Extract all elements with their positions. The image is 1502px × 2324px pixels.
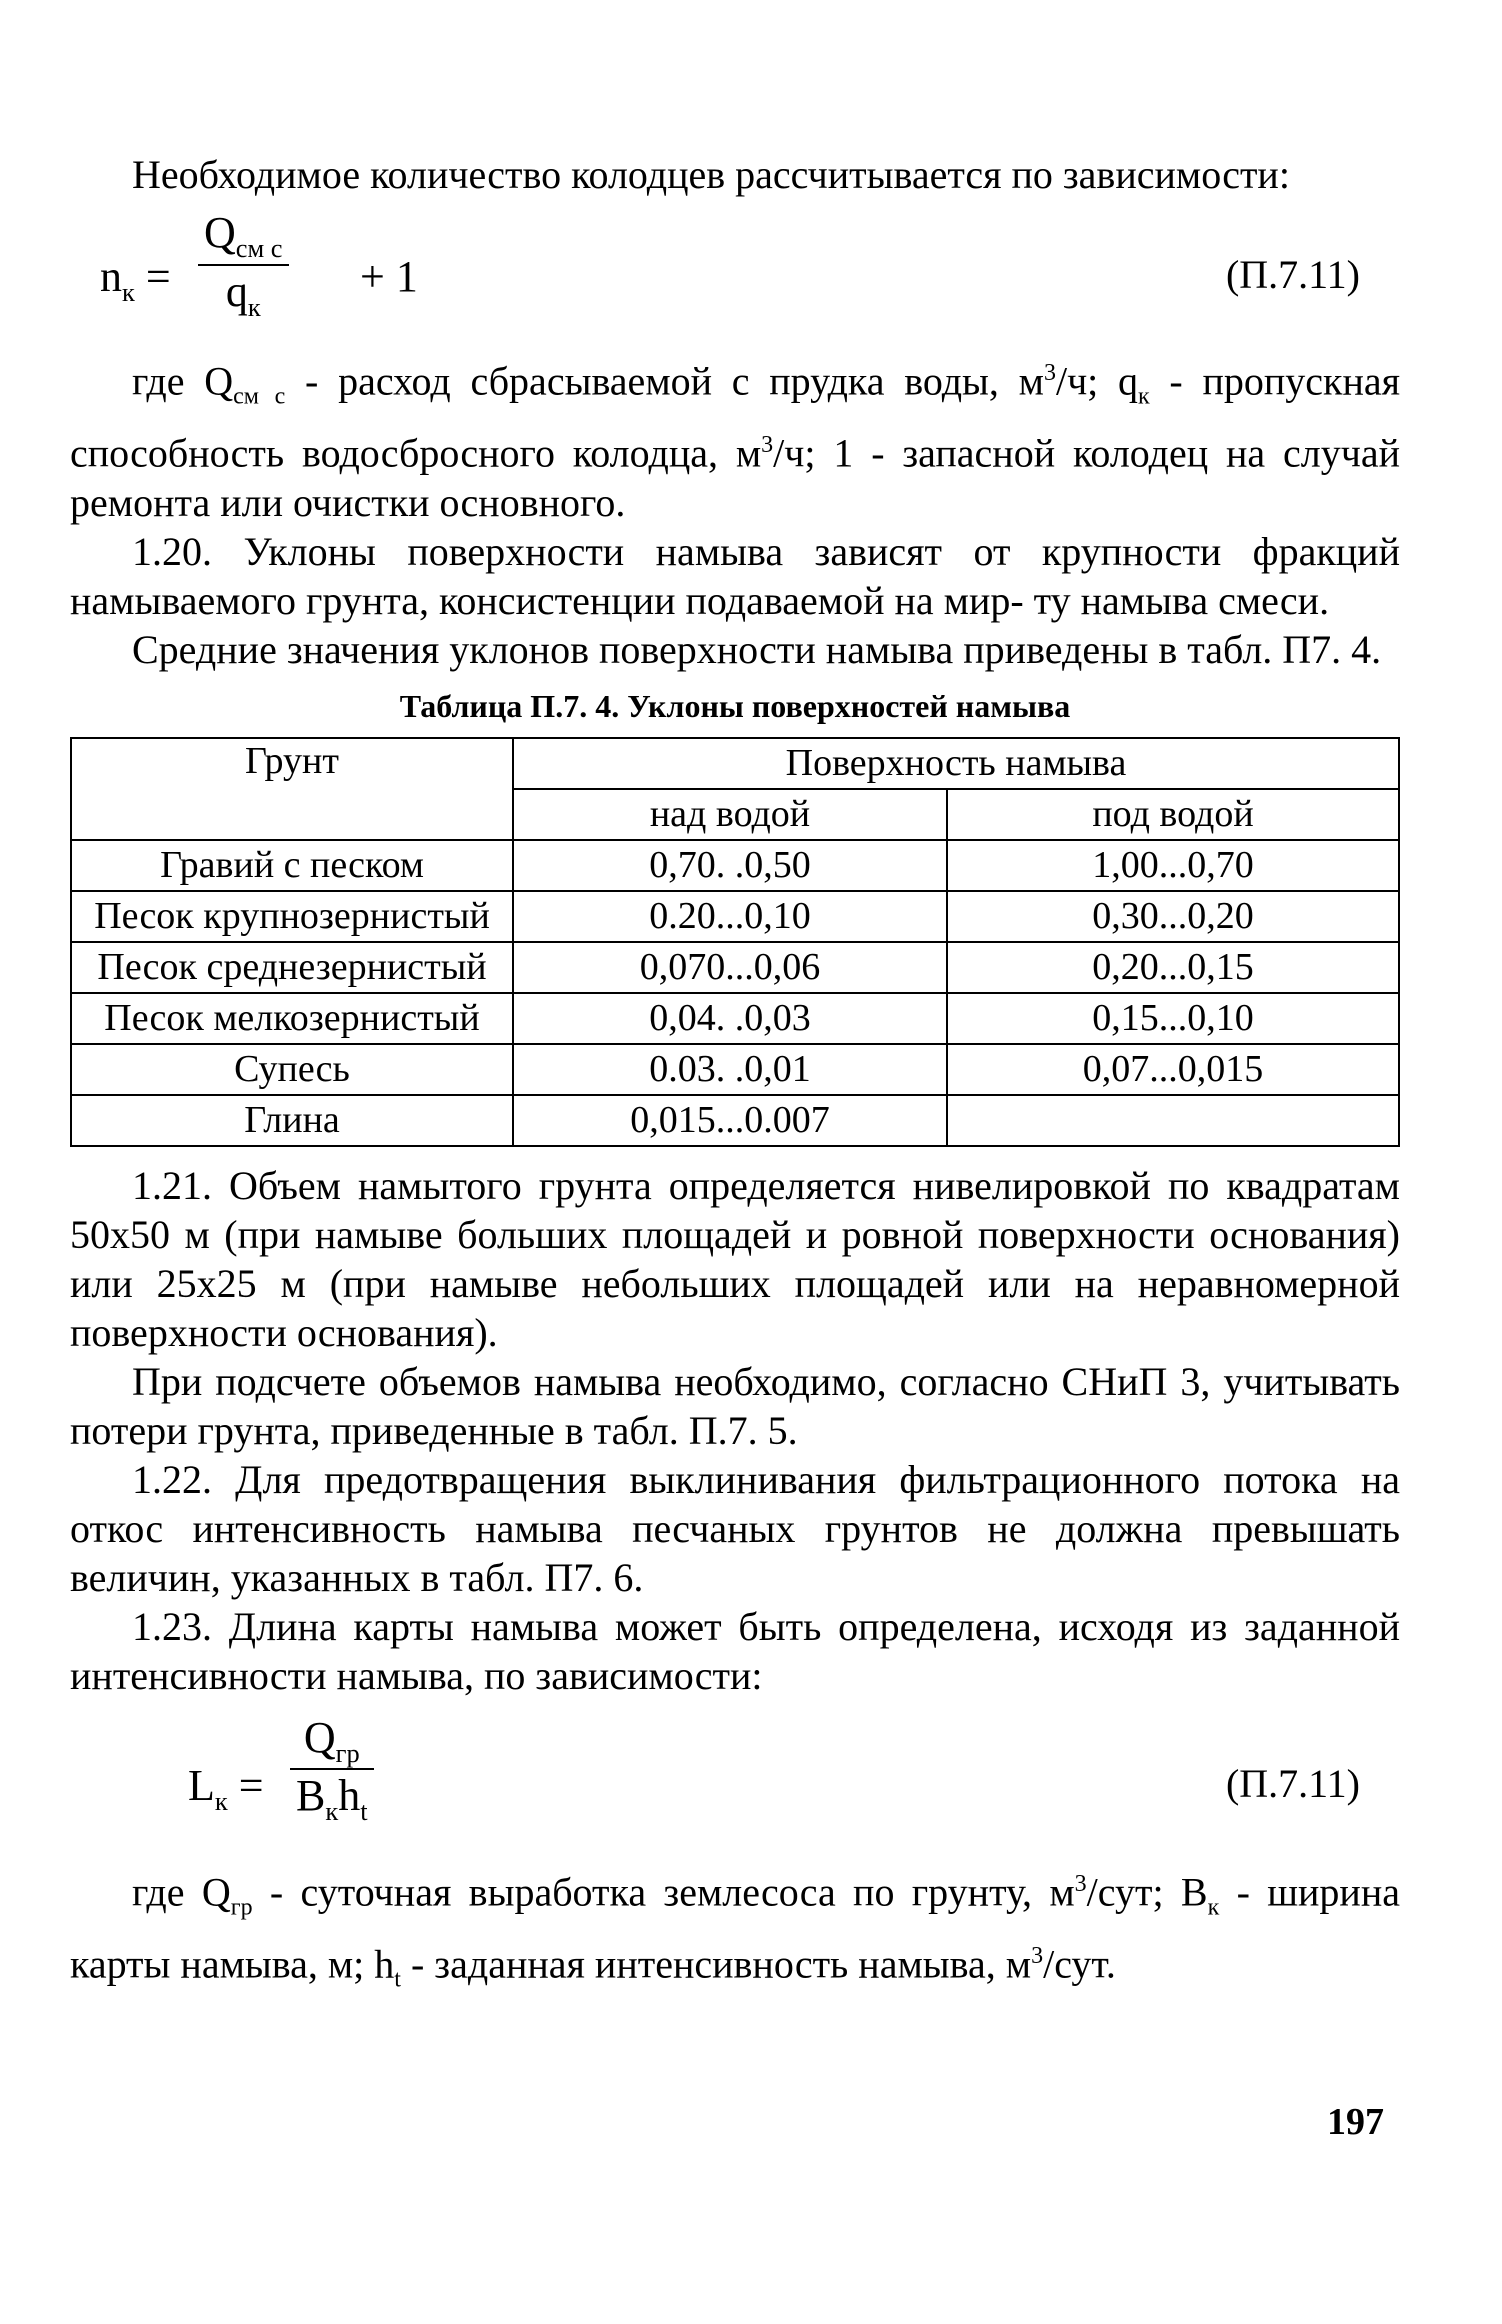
above-water-cell: 0,070...0,06 [513,942,947,993]
formula2-fraction [290,1712,374,1828]
soil-cell: Глина [71,1095,513,1146]
formula1-fraction [198,207,289,323]
formula1-eq: = [145,252,171,301]
soil-cell: Песок мелкозернистый [71,993,513,1044]
where1-text: где $Q_{см с}$ - расход сбрасываемой с прудка воды, $м^3/ч$; $q_к$ - пропускная способность водосбросного колодца, $м^3/ч$; 1 - запасной колодец на случай ремонта или очистки основного. [70,358,1400,525]
below-water-cell: 0,20...0,15 [947,942,1399,993]
header-surface: Поверхность намыва [513,738,1399,789]
table-row [71,840,1399,891]
formula2-number: (П.7.11) [1225,1760,1360,1806]
below-water-cell [947,1095,1399,1146]
table-header-row [71,738,1399,789]
soil-cell: Песок крупнозернистый [71,891,513,942]
table-row [71,942,1399,993]
below-water-cell: 1,00...0,70 [947,840,1399,891]
intro-text: Необходимое количество колодцев рассчитывается по зависимости: [132,152,1290,197]
header-below-water: под водой [947,789,1399,840]
formula1-lhs-symbol: n [100,252,122,301]
formula1-plus: + 1 [360,252,418,301]
table-body [71,840,1399,1146]
below-water-cell: 0,15...0,10 [947,993,1399,1044]
page-number: 197 [1327,2101,1384,2143]
above-water-cell: 0.20...0,10 [513,891,947,942]
formula1-num-sub: см с [235,232,283,263]
para-1-23: 1.23. Длина карты намыва может быть определена, исходя из заданной интенсивности намыва, по зависимости: [70,1603,1400,1698]
formula2-den-b-sub: к [325,1796,339,1827]
formula2-den-h-sub: t [360,1796,368,1827]
formula2-num-symbol: Q [303,1712,336,1762]
above-water-cell: 0.03. .0,01 [513,1044,947,1095]
para-average-slopes: Средние значения уклонов поверхности намыва приведены в табл. П7. 4. [132,626,1382,672]
table-row [71,1044,1399,1095]
para-volume-count: При подсчете объемов намыва необходимо, согласно СНиП 3, учитывать потери грунта, приведенные в табл. П.7. 5. [70,1358,1400,1453]
table-row [71,891,1399,942]
formula-wells [70,199,1400,349]
formula2-eq: = [238,1760,264,1810]
formula2-lhs-sub: к [214,1785,228,1816]
formula-map-length [70,1700,1400,1860]
para-1-20: 1.20. Уклоны поверхности намыва зависят от крупности фракций намываемого грунта, консистенции подаваемой на мир- ту намыва смеси. [70,528,1400,623]
table-caption: Таблица П.7. 4. Уклоны поверхностей намыва [399,687,1071,724]
formula2-den-h: h [338,1771,361,1821]
formula2-den-b: B [296,1771,326,1821]
formula1-denominator [198,266,289,323]
header-soil: Грунт [71,738,513,840]
slopes-table [70,737,1400,1147]
below-water-cell: 0,07...0,015 [947,1044,1399,1095]
soil-cell: Песок среднезернистый [71,942,513,993]
formula2-lhs [188,1760,264,1817]
formula1-lhs-sub: к [122,276,135,307]
formula1-den-symbol: q [225,266,248,316]
soil-cell: Гравий с песком [71,840,513,891]
table-row [71,993,1399,1044]
formula2-denominator [290,1770,374,1827]
below-water-cell: 0,30...0,20 [947,891,1399,942]
header-above-water: над водой [513,789,947,840]
table-row [71,1095,1399,1146]
formula1-num-symbol: Q [204,208,236,257]
formula1-den-sub: к [247,291,261,322]
formula2-numerator [290,1712,374,1769]
formula1-lhs [100,251,171,308]
where2-text: где $Q_{гр}$ - суточная выработка землесоса по грунту, $м^3$/сут; $B_к$ - ширина карты намыва, м; $h_t$ - заданная интенсивность намыва, $м^3$/сут. [70,1868,1401,1993]
above-water-cell: 0,015...0.007 [513,1095,947,1146]
above-water-cell: 0,70. .0,50 [513,840,947,891]
above-water-cell: 0,04. .0,03 [513,993,947,1044]
formula2-num-sub: гр [335,1737,360,1768]
formula2-lhs-symbol: L [188,1760,215,1810]
para-1-21: 1.21. Объем намытого грунта определяется нивелировкой по квадратам 50х50 м (при намыве больших площадей и ровной поверхности основания) или 25х25 м (при намыве небольших площадей или на неравномерной поверхности основания). [70,1162,1400,1355]
page-body [70,150,1400,2004]
formula1-numerator [198,207,289,264]
soil-cell: Супесь [71,1044,513,1095]
para-1-22: 1.22. Для предотвращения выклинивания фильтрационного потока на откос интенсивность намыва песчаных грунтов не должна превышать величин, указанных в табл. П7. 6. [70,1456,1400,1600]
formula1-number: (П.7.11) [1225,252,1360,297]
